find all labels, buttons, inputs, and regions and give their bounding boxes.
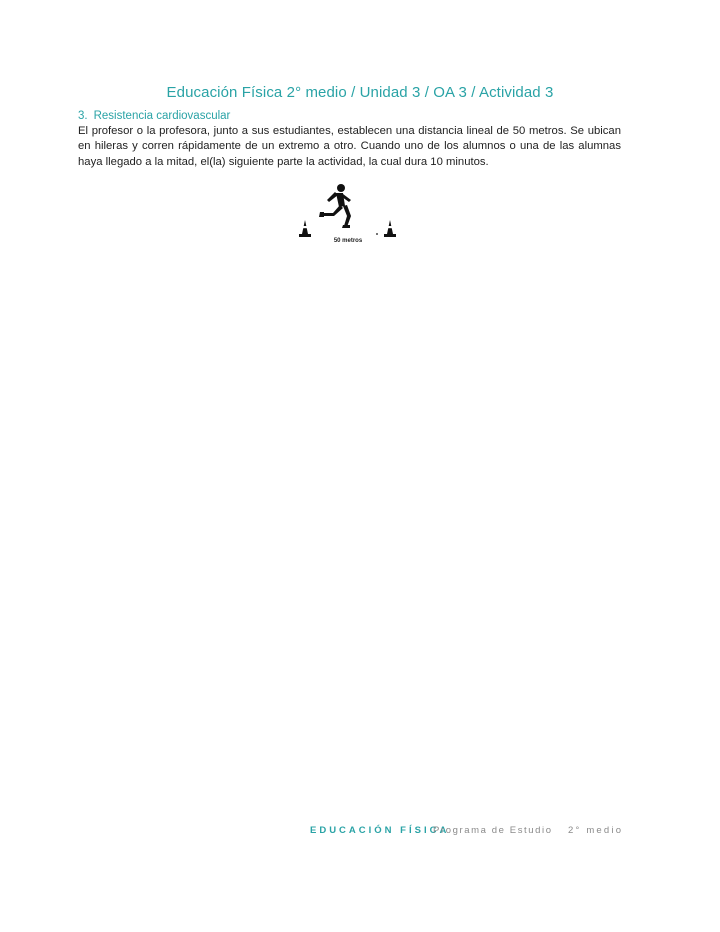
footer-subject: EDUCACIÓN FÍSICA — [310, 825, 450, 836]
footer-grade: 2° medio — [568, 825, 624, 836]
section-heading — [78, 110, 230, 122]
section-number: 3. — [78, 110, 88, 122]
footer-program: Programa de Estudio — [433, 825, 553, 836]
section-heading-text: Resistencia cardiovascular — [93, 110, 231, 122]
traffic-cone-icon — [384, 220, 396, 237]
marker-dot — [376, 233, 378, 235]
distance-label: 50 metros — [333, 238, 363, 244]
activity-description: El profesor o la profesora, junto a sus estudiantes, establecen una distancia lineal de 50 metros. Se ubican en hileras y corren rápidamente de un extremo a otro. Cuando uno de los alumnos o una de las alumnas haya llegado a la mitad, el(la) siguiente parte la actividad, la cual dura 10 minutos. — [78, 125, 621, 168]
footer — [0, 825, 720, 841]
runner-icon — [319, 184, 351, 228]
page-title: Educación Física 2° medio / Unidad 3 / OA 3 / Actividad 3 — [166, 84, 554, 101]
traffic-cone-icon — [299, 220, 311, 237]
